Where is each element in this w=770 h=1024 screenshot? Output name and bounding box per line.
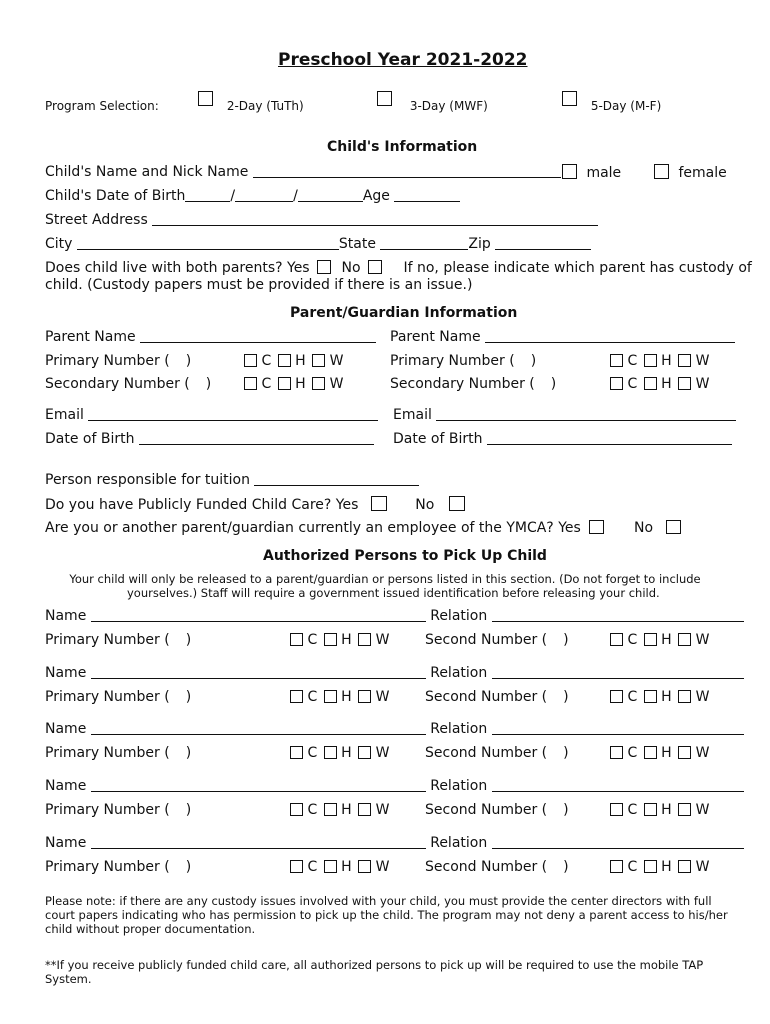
parent2-name-row: Parent Name xyxy=(390,329,735,345)
parent-info-heading: Parent/Guardian Information xyxy=(290,305,518,321)
checkbox-c[interactable] xyxy=(610,633,623,646)
parent2-primary-type: C H W xyxy=(610,353,709,369)
pickup-2-primary: Primary Number ( ) xyxy=(45,689,192,705)
pickup-1-primary-type: C H W xyxy=(290,632,389,648)
parent2-secondary-row: Secondary Number ( ) xyxy=(390,376,557,392)
checkbox-w[interactable] xyxy=(678,633,691,646)
parent1-name-row: Parent Name xyxy=(45,329,376,345)
checkbox-h[interactable] xyxy=(278,354,291,367)
ymca-row: Are you or another parent/guardian currently an employee of the YMCA? Yes xyxy=(45,520,604,536)
pickup-5-primary: Primary Number ( ) xyxy=(45,859,192,875)
program-selection-label: Program Selection: xyxy=(45,99,159,113)
checkbox-h[interactable] xyxy=(324,690,337,703)
pickup-4-primary: Primary Number ( ) xyxy=(45,802,192,818)
checkbox-h[interactable] xyxy=(644,690,657,703)
checkbox-both-no[interactable] xyxy=(368,260,382,274)
pickup-3-relation-field[interactable] xyxy=(492,721,744,735)
checkbox-w[interactable] xyxy=(678,377,691,390)
checkbox-h[interactable] xyxy=(644,746,657,759)
funded-row: Do you have Publicly Funded Child Care? Yes No xyxy=(45,496,465,513)
male-option[interactable]: male xyxy=(562,164,621,181)
checkbox-c[interactable] xyxy=(610,690,623,703)
pickup-heading: Authorized Persons to Pick Up Child xyxy=(263,548,547,564)
checkbox-c[interactable] xyxy=(290,690,303,703)
checkbox-w[interactable] xyxy=(312,354,325,367)
checkbox-h[interactable] xyxy=(644,860,657,873)
checkbox-ymca-no[interactable] xyxy=(666,520,681,534)
female-option[interactable]: female xyxy=(654,164,727,181)
checkbox-funded-yes[interactable] xyxy=(371,496,387,511)
street-row: Street Address xyxy=(45,212,598,228)
pickup-4-primary-type: C H W xyxy=(290,802,389,818)
pickup-4-relation-field[interactable] xyxy=(492,778,744,792)
pickup-intro-2: yourselves.) Staff will require a government issued identification before releasing your child. xyxy=(127,586,660,600)
checkbox-h[interactable] xyxy=(324,860,337,873)
checkbox-w[interactable] xyxy=(358,633,371,646)
checkbox-w[interactable] xyxy=(358,746,371,759)
checkbox-c[interactable] xyxy=(244,377,257,390)
checkbox-funded-no[interactable] xyxy=(449,496,465,511)
page-title: Preschool Year 2021-2022 xyxy=(278,50,528,70)
checkbox-w[interactable] xyxy=(358,803,371,816)
pickup-5-name-field[interactable] xyxy=(91,835,426,849)
pickup-5-relation-field[interactable] xyxy=(492,835,744,849)
pickup-3-name-row: Name Relation xyxy=(45,721,744,737)
checkbox-c[interactable] xyxy=(610,803,623,816)
parent1-name-field[interactable] xyxy=(140,329,376,343)
parent2-secondary-type: C H W xyxy=(610,376,709,392)
dob-year-field[interactable] xyxy=(298,188,363,202)
program-option-2day[interactable]: 2-Day (TuTh) xyxy=(198,91,304,107)
pickup-4-second: Second Number ( ) xyxy=(425,802,569,818)
checkbox-w[interactable] xyxy=(358,860,371,873)
checkbox-3day[interactable] xyxy=(377,91,392,106)
pickup-4-second-type: C H W xyxy=(610,802,709,818)
pickup-5-second-type: C H W xyxy=(610,859,709,875)
child-name-row: Child's Name and Nick Name xyxy=(45,164,561,180)
parent1-primary-row: Primary Number ( ) xyxy=(45,353,192,369)
ymca-no: No xyxy=(634,520,681,536)
zip-field[interactable] xyxy=(495,236,591,250)
parent2-name-field[interactable] xyxy=(485,329,735,343)
pickup-2-second-type: C H W xyxy=(610,689,709,705)
street-field[interactable] xyxy=(152,212,598,226)
pickup-5-primary-type: C H W xyxy=(290,859,389,875)
parent2-primary-row: Primary Number ( ) xyxy=(390,353,537,369)
pickup-3-second-type: C H W xyxy=(610,745,709,761)
checkbox-w[interactable] xyxy=(678,354,691,367)
checkbox-h[interactable] xyxy=(324,633,337,646)
checkbox-female[interactable] xyxy=(654,164,669,179)
checkbox-c[interactable] xyxy=(290,860,303,873)
child-info-heading: Child's Information xyxy=(327,139,478,155)
state-field[interactable] xyxy=(380,236,468,250)
pickup-4-name-field[interactable] xyxy=(91,778,426,792)
parent2-dob-row: Date of Birth xyxy=(393,431,732,447)
program-option-5day[interactable]: 5-Day (M-F) xyxy=(562,91,661,107)
pickup-2-name-row: Name Relation xyxy=(45,665,744,681)
checkbox-h[interactable] xyxy=(324,803,337,816)
checkbox-h[interactable] xyxy=(644,354,657,367)
program-option-3day[interactable]: 3-Day (MWF) xyxy=(377,91,488,107)
pickup-intro-1: Your child will only be released to a parent/guardian or persons listed in this section. (Do not forget to include xyxy=(69,572,701,586)
checkbox-c[interactable] xyxy=(290,746,303,759)
tap-note: **If you receive publicly funded child care, all authorized persons to pick up will be required to use the mobile TAP System. xyxy=(45,958,704,986)
parent2-email-field[interactable] xyxy=(436,407,736,421)
checkbox-c[interactable] xyxy=(290,633,303,646)
checkbox-c[interactable] xyxy=(290,803,303,816)
dob-day-field[interactable] xyxy=(235,188,293,202)
checkbox-5day[interactable] xyxy=(562,91,577,106)
checkbox-c[interactable] xyxy=(610,860,623,873)
checkbox-w[interactable] xyxy=(678,803,691,816)
pickup-4-name-row: Name Relation xyxy=(45,778,744,794)
child-name-field[interactable] xyxy=(253,164,561,178)
checkbox-c[interactable] xyxy=(244,354,257,367)
checkbox-male[interactable] xyxy=(562,164,577,179)
checkbox-both-yes[interactable] xyxy=(317,260,331,274)
parent1-secondary-type: C H W xyxy=(244,376,343,392)
parent1-dob-field[interactable] xyxy=(139,431,374,445)
checkbox-w[interactable] xyxy=(358,690,371,703)
checkbox-w[interactable] xyxy=(678,746,691,759)
parent1-email-row: Email xyxy=(45,407,378,423)
pickup-2-relation-field[interactable] xyxy=(492,665,744,679)
checkbox-w[interactable] xyxy=(678,690,691,703)
parent1-dob-row: Date of Birth xyxy=(45,431,374,447)
pickup-2-primary-type: C H W xyxy=(290,689,389,705)
custody-note-line2: child. (Custody papers must be provided if there is an issue.) xyxy=(45,277,473,293)
parent1-primary-type: C H W xyxy=(244,353,343,369)
pickup-2-name-field[interactable] xyxy=(91,665,426,679)
pickup-1-relation-field[interactable] xyxy=(492,608,744,622)
checkbox-w[interactable] xyxy=(678,860,691,873)
pickup-5-name-row: Name Relation xyxy=(45,835,744,851)
pickup-1-name-row: Name Relation xyxy=(45,608,744,624)
checkbox-ymca-yes[interactable] xyxy=(589,520,604,534)
checkbox-c[interactable] xyxy=(610,377,623,390)
parent2-email-row: Email xyxy=(393,407,736,423)
checkbox-h[interactable] xyxy=(278,377,291,390)
parent1-email-field[interactable] xyxy=(88,407,378,421)
pickup-3-name-field[interactable] xyxy=(91,721,426,735)
dob-month-field[interactable] xyxy=(185,188,230,202)
checkbox-h[interactable] xyxy=(324,746,337,759)
tuition-row: Person responsible for tuition xyxy=(45,472,419,488)
checkbox-2day[interactable] xyxy=(198,91,213,106)
pickup-5-second: Second Number ( ) xyxy=(425,859,569,875)
pickup-3-primary-type: C H W xyxy=(290,745,389,761)
checkbox-h[interactable] xyxy=(644,803,657,816)
pickup-3-primary: Primary Number ( ) xyxy=(45,745,192,761)
pickup-2-second: Second Number ( ) xyxy=(425,689,569,705)
pickup-3-second: Second Number ( ) xyxy=(425,745,569,761)
checkbox-c[interactable] xyxy=(610,746,623,759)
checkbox-h[interactable] xyxy=(644,633,657,646)
city-row: City State Zip xyxy=(45,236,591,252)
checkbox-h[interactable] xyxy=(644,377,657,390)
parent1-secondary-row: Secondary Number ( ) xyxy=(45,376,212,392)
checkbox-w[interactable] xyxy=(312,377,325,390)
checkbox-c[interactable] xyxy=(610,354,623,367)
custody-note: Please note: if there are any custody issues involved with your child, you must provide the center directors with full court papers indicating who has permission to pick up the child. The program may not deny a parent access to his/her child without proper documentation. xyxy=(45,894,728,936)
parent2-dob-field[interactable] xyxy=(487,431,732,445)
pickup-1-primary: Primary Number ( ) xyxy=(45,632,192,648)
pickup-1-name-field[interactable] xyxy=(91,608,426,622)
pickup-1-second-type: C H W xyxy=(610,632,709,648)
both-parents-row: Does child live with both parents? Yes No If no, please indicate which parent has custody of xyxy=(45,260,752,276)
age-field[interactable] xyxy=(394,188,460,202)
tuition-field[interactable] xyxy=(254,472,419,486)
city-field[interactable] xyxy=(77,236,339,250)
child-dob-row: Child's Date of Birth / / Age xyxy=(45,188,460,204)
pickup-1-second: Second Number ( ) xyxy=(425,632,569,648)
